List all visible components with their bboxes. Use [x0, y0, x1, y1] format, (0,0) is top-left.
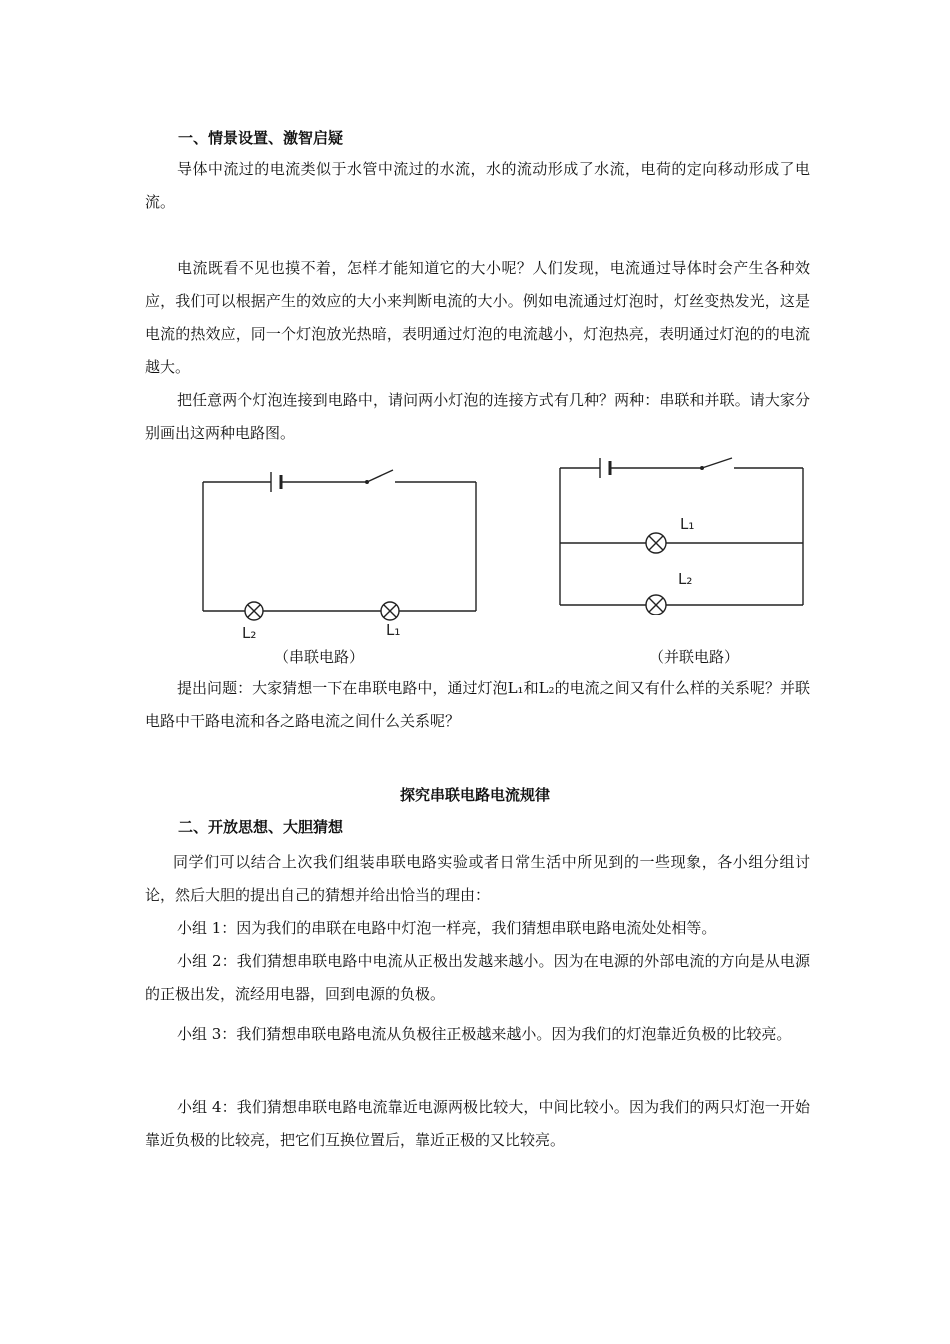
paragraph-connection-methods: 把任意两个灯泡连接到电路中，请问两小灯泡的连接方式有几种？两种：串联和并联。请大家分别画出这两种电路图。 [145, 391, 810, 442]
section1-heading: 一、情景设置、激智启疑 [178, 129, 344, 147]
lamp-l1-symbol [381, 602, 399, 620]
series-lamp-right-label: L₁ [386, 621, 401, 639]
group-3-guess: 小组 3：我们猜想串联电路电流从负极往正极越来越小。因为我们的灯泡靠近负极的比较亮。 [177, 1025, 792, 1043]
switch-lever [702, 458, 732, 468]
series-circuit-diagram [195, 460, 495, 650]
group-1-guess: 小组 1：因为我们的串联在电路中灯泡一样亮，我们猜想串联电路电流处处相等。 [177, 919, 717, 937]
lamp-l1-symbol [646, 533, 666, 553]
series-circuit-caption: （串联电路） [274, 648, 365, 666]
parallel-circuit-diagram [550, 450, 815, 615]
parallel-lamp-top-label: L₁ [680, 515, 695, 533]
series-lamp-left-label: L₂ [242, 624, 257, 642]
switch-pivot [365, 480, 369, 484]
lamp-l2-symbol [646, 595, 666, 615]
parallel-circuit-caption: （并联电路） [649, 648, 740, 666]
parallel-lamp-bottom-label: L₂ [678, 570, 693, 588]
group-2-guess: 小组 2：我们猜想串联电路中电流从正极出发越来越小。因为在电源的外部电流的方向是从电源的正极出发，流经用电器，回到电源的负极。 [145, 952, 810, 1003]
group-4-guess: 小组 4：我们猜想串联电路电流靠近电源两极比较大，中间比较小。因为我们的两只灯泡一开始靠近负极的比较亮，把它们互换位置后，靠近正极的又比较亮。 [145, 1098, 810, 1149]
section-title: 探究串联电路电流规律 [399, 786, 550, 804]
paragraph-current-effects: 电流既看不见也摸不着，怎样才能知道它的大小呢？人们发现，电流通过导体时会产生各种效应，我们可以根据产生的效应的大小来判断电流的大小。例如电流通过灯泡时，灯丝变热发光，这是电流的热效应，同一个灯泡放光热暗，表明通过灯泡的电流越小，灯泡热亮，表明通过灯泡的的电流越大。 [145, 259, 810, 376]
paragraph-group-intro: 同学们可以结合上次我们组装串联电路实验或者日常生活中所见到的一些现象，各小组分组讨论，然后大胆的提出自己的猜想并给出恰当的理由： [145, 853, 810, 904]
lamp-l2-symbol [245, 602, 263, 620]
paragraph-current-analogy: 导体中流过的电流类似于水管中流过的水流，水的流动形成了水流，电荷的定向移动形成了电流。 [145, 160, 810, 211]
switch-pivot [700, 466, 704, 470]
section2-heading: 二、开放思想、大胆猜想 [178, 818, 344, 836]
paragraph-question: 提出问题：大家猜想一下在串联电路中，通过灯泡L₁和L₂的电流之间又有什么样的关系呢？并联电路中干路电流和各之路电流之间什么关系呢？ [145, 679, 810, 730]
switch-lever [367, 470, 393, 482]
